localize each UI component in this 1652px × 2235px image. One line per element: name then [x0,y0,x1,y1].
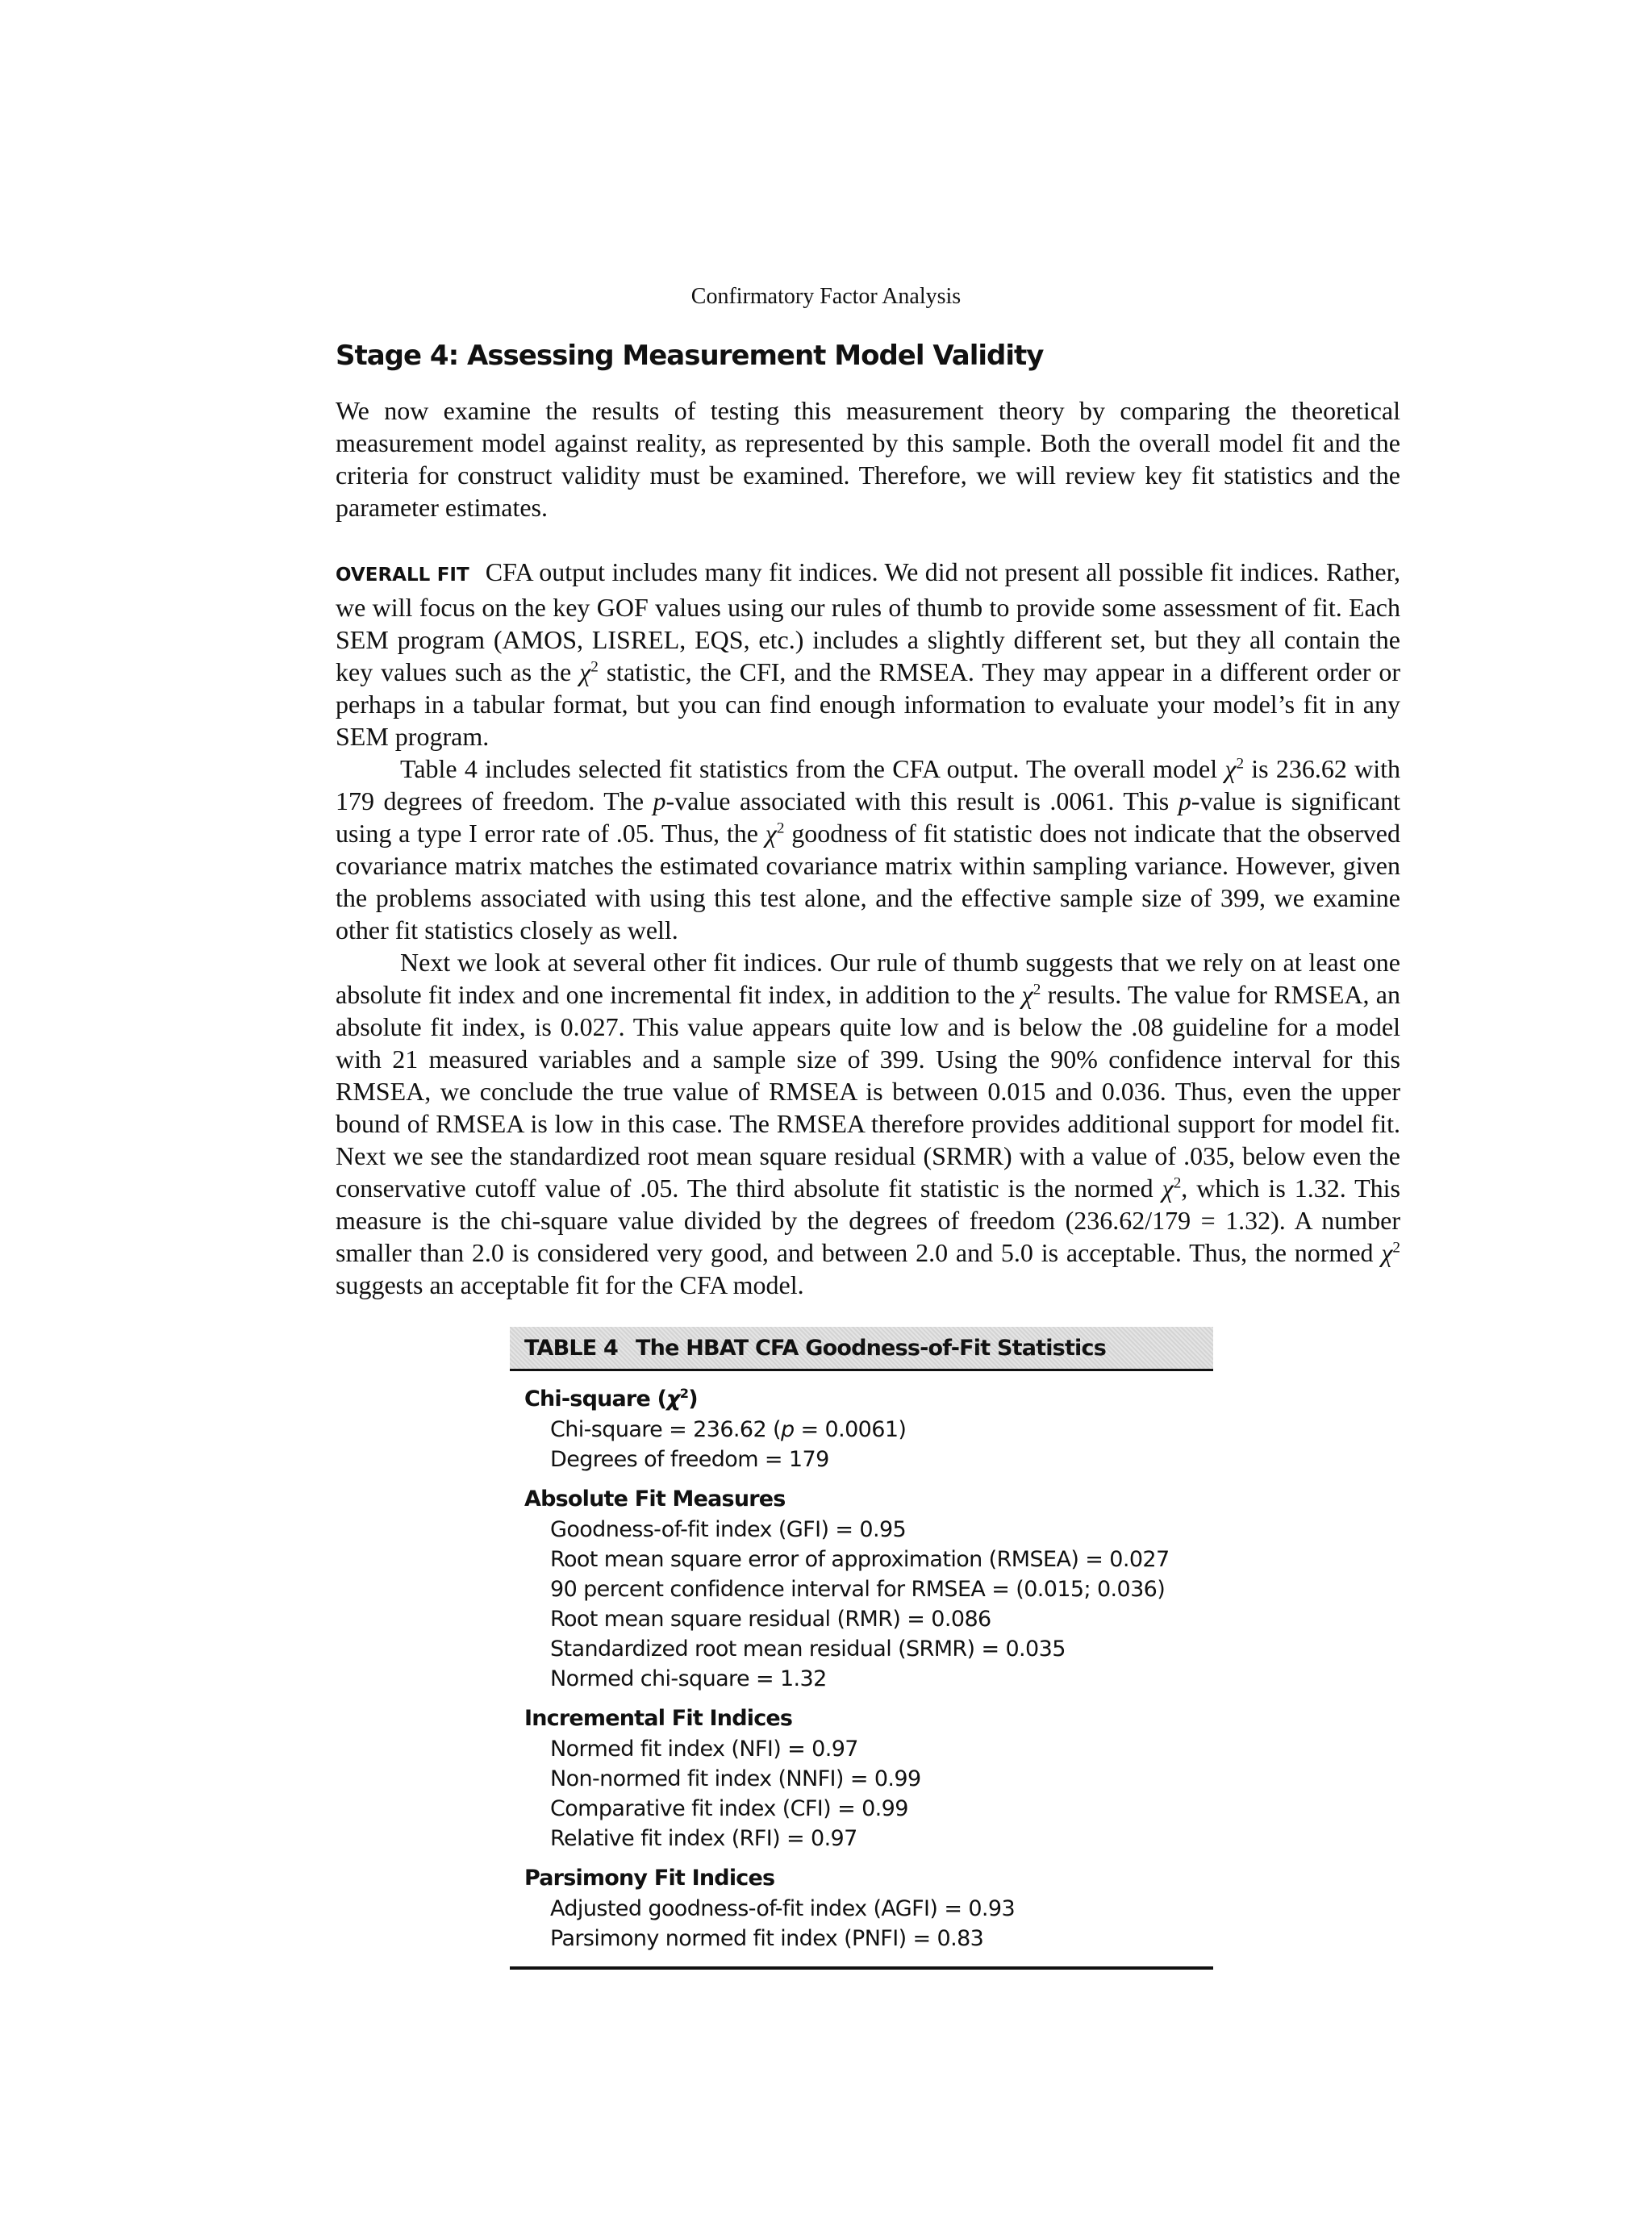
table-body [510,1371,1213,1970]
fit-statistics-table [510,1327,1213,1970]
section-heading: Stage 4: Assessing Measurement Model Validity [336,340,1044,372]
paragraph-overall-fit: OVERALL FIT CFA output includes many fit indices. We did not present all possible fit indices. Rather, we will focus on the key GOF values using our rules of thumb to provide some assessment of fit. Each SEM program (AMOS, LISREL, EQS, etc.) includes a slightly different set, but they all contain the key values such as the $\chi^2$ statistic, the CFI, and the RMSEA. They may appear in a different order or perhaps in a tabular format, but you can find enough information to evaluate your model’s fit in any SEM program. [336,557,1401,751]
table-row: Root mean square error of approximation (RMSEA) = 0.027 [550,1547,1170,1572]
table-row: Normed fit index (NFI) = 0.97 [550,1737,858,1762]
section-incremental-fit [524,1703,1213,1853]
section-title: Parsimony Fit Indices [524,1866,775,1891]
section-chi-square [524,1384,1213,1474]
section-title: Chi-square $(\chi^2)$ [524,1386,698,1411]
chi-symbol: χ [579,657,591,686]
section-title: Incremental Fit Indices [524,1706,793,1731]
section-absolute-fit [524,1484,1213,1694]
table-row: Normed chi-square = 1.32 [550,1666,827,1691]
paragraph-table-4: Table 4 includes selected fit statistics from the CFA output. The overall model $\chi^2$ is 236.62 with 179 degrees of freedom. The p-value associated with this result is .0061. This p-value is significant using a type I error rate of .05. Thus, the $\chi^2$ goodness of fit statistic does not indicate that the observed covariance matrix matches the estimated covariance matrix within sampling variance. However, given the problems associated with using this test alone, and the effective sample size of 399, we examine other fit statistics closely as well. [336,754,1401,944]
table-row: 90 percent confidence interval for RMSEA = (0.015; 0.036) [550,1577,1166,1602]
paragraph-intro: We now examine the results of testing this measurement theory by comparing the theoretical measurement model against reality, as represented by this sample. Both the overall model fit and the criteria for construct validity must be examined. Therefore, we will review key fit statistics and the parameter estimates. [336,396,1400,522]
table-number: TABLE 4 [524,1335,619,1361]
table-row: Relative fit index (RFI) = 0.97 [550,1826,857,1851]
table-row: Adjusted goodness-of-fit index (AGFI) = 0.93 [550,1896,1016,1921]
table-title: The HBAT CFA Goodness-of-Fit Statistics [636,1335,1106,1361]
running-head: Confirmatory Factor Analysis [690,284,962,309]
table-row: Comparative fit index (CFI) = 0.99 [550,1796,908,1821]
table-header [510,1327,1213,1371]
section-parsimony-fit [524,1863,1213,1954]
table-row: Degrees of freedom = 179 [550,1447,829,1472]
section-title: Absolute Fit Measures [524,1487,786,1512]
table-row: Goodness-of-fit index (GFI) = 0.95 [550,1517,907,1542]
main-text [336,335,1400,1301]
table-row: Parsimony normed fit index (PNFI) = 0.83 [550,1926,984,1951]
table-row: Non-normed fit index (NNFI) = 0.99 [550,1766,921,1791]
table-row: Chi-square = 236.62 (p = 0.0061) [550,1417,907,1442]
paragraph-other-indices: Next we look at several other fit indices. Our rule of thumb suggests that we rely on at least one absolute fit index and one incremental fit index, in addition to the $\chi^2$ results. The value for RMSEA, an absolute fit index, is 0.027. This value appears quite low and is below the .08 guideline for a model with 21 measured variables and a sample size of 399. Using the 90% confidence interval for this RMSEA, we conclude the true value of RMSEA is between 0.015 and 0.036. Thus, even the upper bound of RMSEA is low in this case. The RMSEA therefore provides additional support for model fit. Next we see the standardized root mean square residual (SRMR) with a value of .035, below even the conservative cutoff value of .05. The third absolute fit statistic is the normed $\chi^2$, which is 1.32. This measure is the chi-square value divided by the degrees of freedom (236.62/179 = 1.32). A number smaller than 2.0 is considered very good, and between 2.0 and 5.0 is acceptable. Thus, the normed $\chi^2$ suggests an acceptable fit for the CFA model. [336,948,1401,1299]
table-row: Standardized root mean residual (SRMR) = 0.035 [550,1637,1066,1662]
table-row: Root mean square residual (RMR) = 0.086 [550,1607,991,1632]
runin-heading: OVERALL FIT [336,565,469,586]
